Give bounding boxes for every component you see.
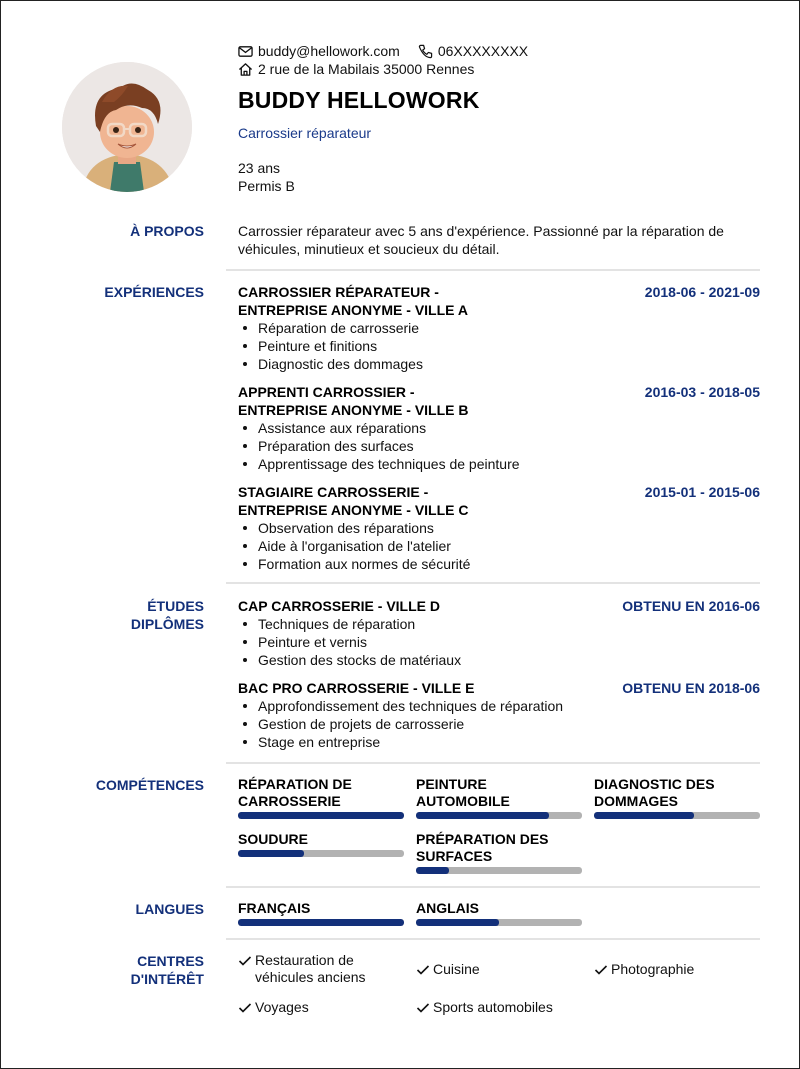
experience-entry: [238, 383, 760, 473]
avatar-illustration: [62, 62, 192, 192]
skill-item: [238, 776, 404, 819]
skill-label: PEINTURE: [416, 776, 487, 792]
about-text: Carrossier réparateur avec 5 ans d'expérience. Passionné par la réparation de véhicules, minutieux et soucieux du détail.: [238, 223, 724, 257]
list-item: Assistance aux réparations: [238, 419, 760, 437]
entry-date: 2016-03 - 2018-05: [644, 384, 760, 400]
address-row: [238, 60, 492, 78]
section-label-languages: LANGUES: [135, 901, 204, 917]
list-item: Approfondissement des techniques de réparation: [238, 697, 760, 715]
interest-item: [594, 961, 694, 978]
check-icon: [416, 1001, 430, 1015]
entry-title-line: STAGIAIRE CARROSSERIE -: [238, 484, 429, 500]
skill-label: DIAGNOSTIC DES: [594, 776, 715, 792]
list-item: Réparation de carrosserie: [238, 319, 760, 337]
address-text: 2 rue de la Mabilais 35000 Rennes: [258, 61, 475, 77]
bullet-list: [238, 519, 760, 573]
list-item: Techniques de réparation: [238, 615, 760, 633]
skill-label: RÉPARATION DE: [238, 776, 352, 792]
license: Permis B: [238, 178, 295, 194]
phone-icon: [418, 44, 433, 59]
bullet-list: [238, 615, 760, 669]
language-item: [238, 900, 404, 926]
interest-label: véhicules anciens: [255, 969, 366, 985]
experience-entry: [238, 483, 760, 573]
entry-title-line: ENTREPRISE ANONYME - VILLE B: [238, 402, 469, 418]
check-icon: [238, 954, 252, 968]
entry-title-line: APPRENTI CARROSSIER -: [238, 384, 415, 400]
entry-title: BAC PRO CARROSSERIE - VILLE E: [238, 680, 475, 696]
skill-label: PRÉPARATION DES: [416, 831, 549, 847]
skill-bar-fill: [416, 812, 549, 819]
section-label-line: ÉTUDES: [147, 598, 204, 614]
entry-date: 2015-01 - 2015-06: [644, 484, 760, 500]
skill-item: [416, 831, 582, 874]
email-item[interactable]: [238, 42, 400, 60]
list-item: Gestion des stocks de matériaux: [238, 651, 760, 669]
language-label: FRANÇAIS: [238, 900, 311, 916]
education-entry: [238, 679, 760, 751]
section-label-line: CENTRES: [137, 953, 204, 969]
list-item: Diagnostic des dommages: [238, 355, 760, 373]
education-entry: [238, 597, 760, 669]
section-label-experiences: EXPÉRIENCES: [104, 284, 204, 300]
entry-title-line: ENTREPRISE ANONYME - VILLE C: [238, 502, 469, 518]
list-item: Peinture et finitions: [238, 337, 760, 355]
experience-entry: [238, 283, 760, 373]
list-item: Aide à l'organisation de l'atelier: [238, 537, 760, 555]
entry-date: OBTENU EN 2018-06: [622, 680, 760, 696]
avatar: [62, 62, 192, 192]
check-icon: [238, 1001, 252, 1015]
list-item: Stage en entreprise: [238, 733, 760, 751]
list-item: Gestion de projets de carrosserie: [238, 715, 760, 733]
language-bar: [416, 919, 582, 926]
divider: [226, 762, 760, 764]
section-label-skills: COMPÉTENCES: [95, 777, 204, 793]
entry-title: CAP CARROSSERIE - VILLE D: [238, 598, 440, 614]
skill-bar: [594, 812, 760, 819]
skill-label: AUTOMOBILE: [416, 793, 510, 809]
language-bar-fill: [416, 919, 499, 926]
entry-date: 2018-06 - 2021-09: [644, 284, 760, 300]
skill-item: [594, 776, 760, 819]
list-item: Formation aux normes de sécurité: [238, 555, 760, 573]
bullet-list: [238, 697, 760, 751]
check-icon: [416, 963, 430, 977]
skill-bar: [416, 812, 582, 819]
skill-bar-fill: [416, 867, 449, 874]
section-label-about: À PROPOS: [130, 223, 204, 239]
divider: [226, 886, 760, 888]
interest-item: [238, 952, 366, 986]
skill-item: [416, 776, 582, 819]
list-item: Apprentissage des techniques de peinture: [238, 455, 760, 473]
interest-item: [238, 999, 309, 1016]
interest-label: Sports automobiles: [433, 999, 553, 1015]
bullet-list: [238, 319, 760, 373]
skill-label: SURFACES: [416, 848, 493, 864]
skill-bar: [416, 867, 582, 874]
home-icon: [238, 62, 253, 77]
skill-label: DOMMAGES: [594, 793, 678, 809]
list-item: Peinture et vernis: [238, 633, 760, 651]
contact-row: [238, 42, 546, 60]
candidate-name: BUDDY HELLOWORK: [238, 87, 480, 113]
entry-date: OBTENU EN 2016-06: [622, 598, 760, 614]
interest-item: [416, 999, 553, 1016]
language-bar-fill: [238, 919, 404, 926]
skill-label: SOUDURE: [238, 831, 309, 847]
entry-title-line: ENTREPRISE ANONYME - VILLE A: [238, 302, 468, 318]
email-text: buddy@hellowork.com: [258, 43, 400, 59]
skill-bar-fill: [238, 850, 304, 857]
mail-icon: [238, 44, 253, 59]
interest-label: Restauration de: [255, 952, 354, 968]
skill-bar: [238, 812, 404, 819]
interest-label: Voyages: [255, 999, 309, 1015]
section-label-line: DIPLÔMES: [130, 616, 204, 632]
skill-bar-fill: [594, 812, 694, 819]
interest-item: [416, 961, 480, 978]
entry-title-line: CARROSSIER RÉPARATEUR -: [238, 284, 439, 300]
interest-label: Photographie: [611, 961, 695, 977]
check-icon: [594, 963, 608, 977]
skill-label: CARROSSERIE: [238, 793, 341, 809]
skill-bar-fill: [238, 812, 404, 819]
divider: [226, 582, 760, 584]
section-label-line: D'INTÉRÊT: [130, 971, 204, 987]
section-label-education: [131, 597, 204, 633]
skill-bar: [238, 850, 404, 857]
divider: [226, 938, 760, 940]
language-bar: [238, 919, 404, 926]
skill-item: [238, 831, 404, 857]
language-item: [416, 900, 582, 926]
age: 23 ans: [238, 160, 281, 176]
phone-item[interactable]: [418, 42, 528, 60]
list-item: Préparation des surfaces: [238, 437, 760, 455]
address-item: [238, 60, 474, 78]
section-label-interests: [131, 952, 204, 988]
job-title: Carrossier réparateur: [238, 125, 372, 141]
list-item: Observation des réparations: [238, 519, 760, 537]
bullet-list: [238, 419, 760, 473]
divider: [226, 269, 760, 271]
interest-label: Cuisine: [433, 961, 480, 977]
language-label: ANGLAIS: [416, 900, 479, 916]
phone-text: 06XXXXXXXX: [437, 43, 529, 59]
